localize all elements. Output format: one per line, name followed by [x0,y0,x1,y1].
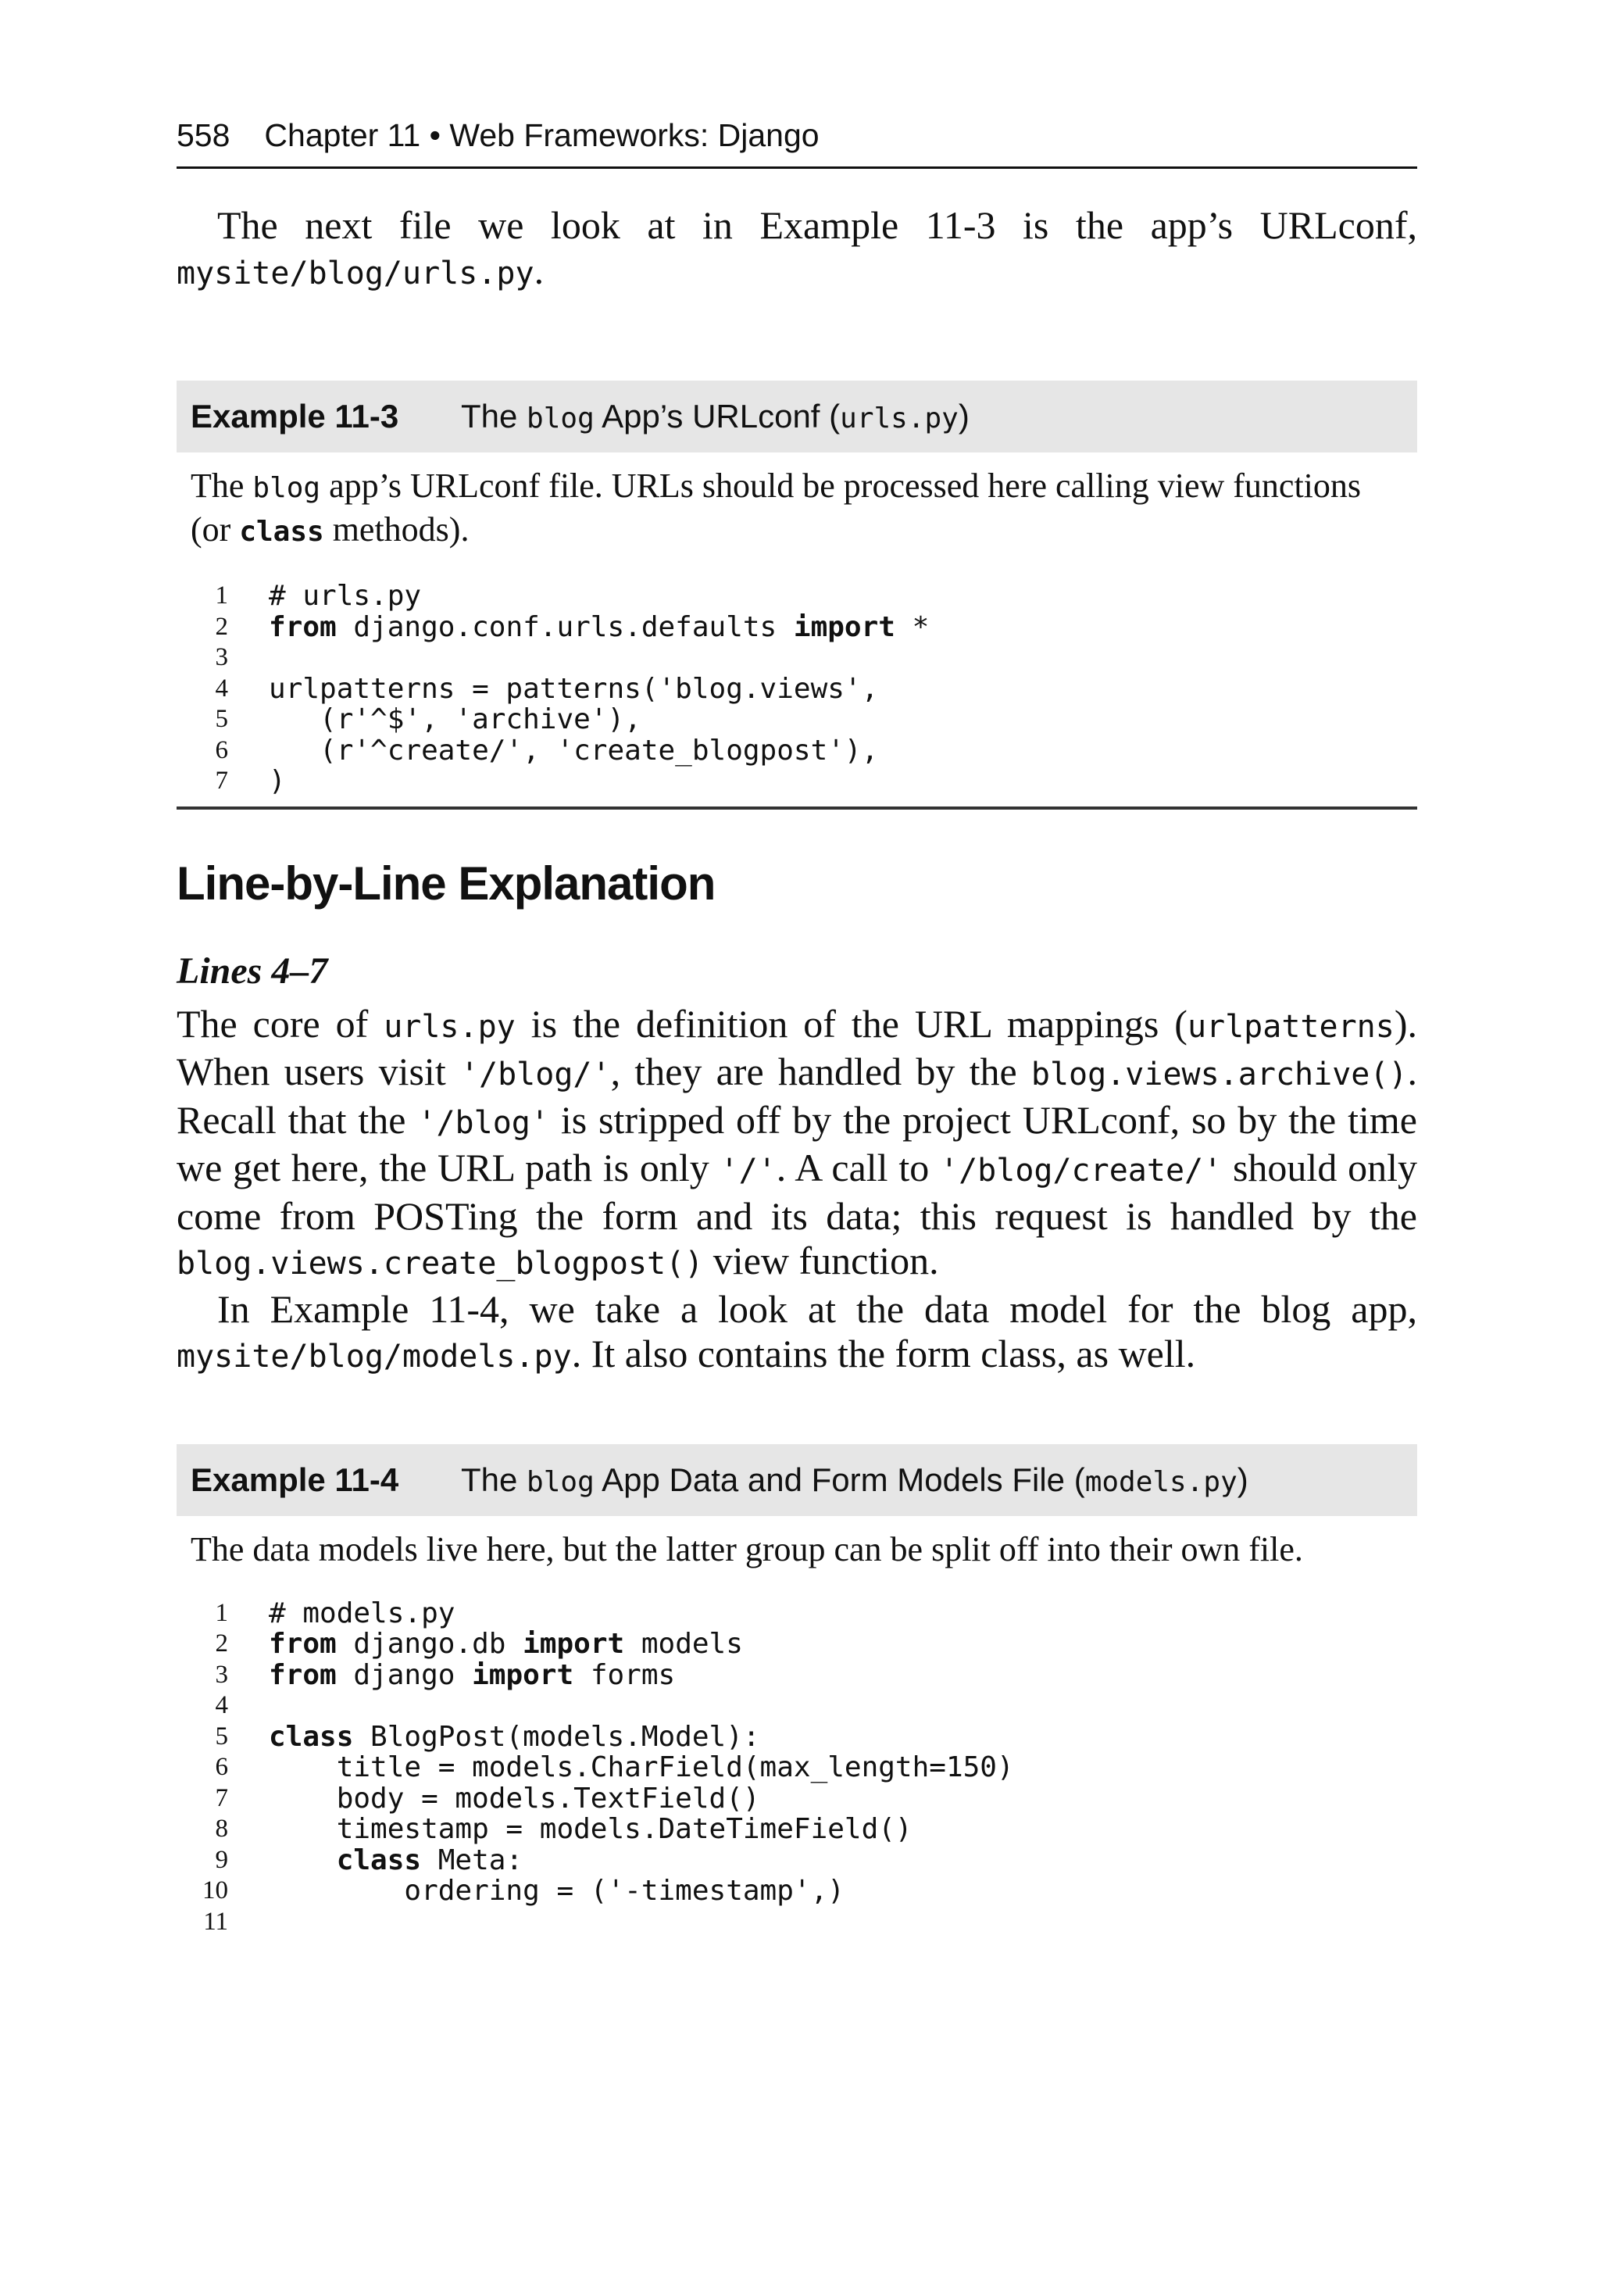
code-text: # models.py [269,1597,455,1629]
example-label: Example 11-3 [191,398,399,435]
inline-code: blog.views.archive() [1030,1057,1408,1093]
inline-code: mysite/blog/models.py [177,1339,572,1375]
paragraph-text: The core of [177,1001,384,1046]
code-listing-urls [177,581,1417,810]
code-text: timestamp = models.DateTimeField() [269,1813,912,1846]
code-line [177,766,1417,797]
line-number: 5 [215,1722,228,1751]
example-11-3-header [177,381,1417,452]
section-heading: Line-by-Line Explanation [177,857,716,910]
example-title: The blog App’s URLconf (urls.py) [461,398,970,435]
example-title: The blog App Data and Form Models File (models.py) [461,1461,1248,1498]
code-line [177,1845,1417,1876]
line-number: 8 [215,1815,228,1844]
line-number: 6 [215,1753,228,1782]
line-number: 5 [215,705,228,734]
paragraph-text: In Example 11-4, we take a look at the data model for the blog app, [217,1286,1417,1331]
code-line [177,642,1417,674]
code-text: class BlogPost(models.Model): [269,1720,760,1753]
explanation-paragraph-2 [177,1287,1417,1380]
code-line [177,581,1417,612]
inline-code: blog.views.create_blogpost() [177,1246,704,1282]
code-text: ordering = ('-timestamp',) [269,1875,845,1908]
intro-code: mysite/blog/urls.py [177,255,534,291]
code-line [177,674,1417,705]
paragraph-text: . Recall that the [177,1050,1418,1142]
code-line [177,1660,1417,1691]
paragraph-text: , they are handled by the [610,1050,1031,1093]
line-number: 4 [215,1691,228,1720]
inline-code: urls.py [384,1008,516,1045]
subsection-heading: Lines 4–7 [177,950,328,992]
inline-code: '/blog/create/' [939,1153,1223,1189]
chapter-title: Chapter 11 • Web Frameworks: Django [264,117,820,153]
code-text: (r'^$', 'archive'), [269,703,641,736]
line-number: 7 [215,767,228,796]
intro-text: The next file we look at in Example 11-3 is the app’s URLconf, [217,203,1417,247]
inline-code: '/' [720,1153,777,1189]
code-line [177,612,1417,643]
code-line [177,1629,1417,1660]
intro-paragraph [177,203,1417,296]
code-text: urlpatterns = patterns('blog.views', [269,672,879,705]
code-text: ) [269,765,286,798]
example-label: Example 11-4 [191,1461,399,1498]
code-line [177,1876,1417,1907]
line-number: 2 [215,1629,228,1658]
line-number: 3 [215,643,228,672]
code-line [177,1783,1417,1815]
paragraph-text: is stripped off by the project URLconf, so by the time we get here, the URL path is only [177,1097,1417,1189]
paragraph-text: view function. [703,1239,939,1282]
line-number: 3 [215,1660,228,1689]
code-line [177,1907,1417,1938]
explanation-paragraph-1 [177,1002,1417,1287]
line-number: 7 [215,1783,228,1812]
code-text: title = models.CharField(max_length=150) [269,1751,1014,1784]
code-text: (r'^create/', 'create_blogpost'), [269,734,879,767]
code-line [177,704,1417,735]
code-text: from django import forms [269,1658,676,1691]
code-text: # urls.py [269,580,422,613]
book-page [177,117,1417,1947]
code-line [177,735,1417,767]
code-line [177,1722,1417,1753]
code-line [177,1690,1417,1722]
code-text: body = models.TextField() [269,1782,760,1815]
line-number: 4 [215,674,228,703]
code-line [177,1752,1417,1783]
line-number: 6 [215,735,228,764]
code-line [177,1598,1417,1629]
code-text: from django.db import models [269,1628,743,1661]
line-number: 2 [215,612,228,641]
paragraph-text: is the definition of the URL mappings ( [515,1001,1188,1046]
line-number: 1 [215,1598,228,1627]
example-11-4-header [177,1444,1417,1516]
paragraph-text: . A call to [776,1146,940,1189]
paragraph-text: . It also contains the form class, as well. [571,1332,1196,1375]
line-number: 1 [215,581,228,610]
line-number: 9 [215,1845,228,1874]
example-11-4-caption: The data models live here, but the latter group can be split off into their own file. [191,1529,1303,1568]
paragraph-text: should only come from POSTing the form and its data; this request is handled by the [177,1146,1417,1238]
code-line [177,1814,1417,1845]
line-number: 11 [203,1907,228,1936]
inline-code: urlpatterns [1187,1008,1395,1045]
example-11-3-caption: The blog app’s URLconf file. URLs should be processed here calling view functions (or class methods). [191,467,1362,549]
running-head [177,117,1417,169]
code-text: from django.conf.urls.defaults import * [269,610,930,643]
code-text: class Meta: [336,1844,523,1876]
code-listing-models [177,1598,1417,1947]
intro-end: . [534,248,545,292]
paragraph-text: ). When users visit [177,1001,1417,1093]
line-number: 10 [202,1876,228,1905]
inline-code: '/blog/' [459,1057,611,1093]
inline-code: '/blog' [417,1104,549,1141]
page-number: 558 [177,117,230,153]
